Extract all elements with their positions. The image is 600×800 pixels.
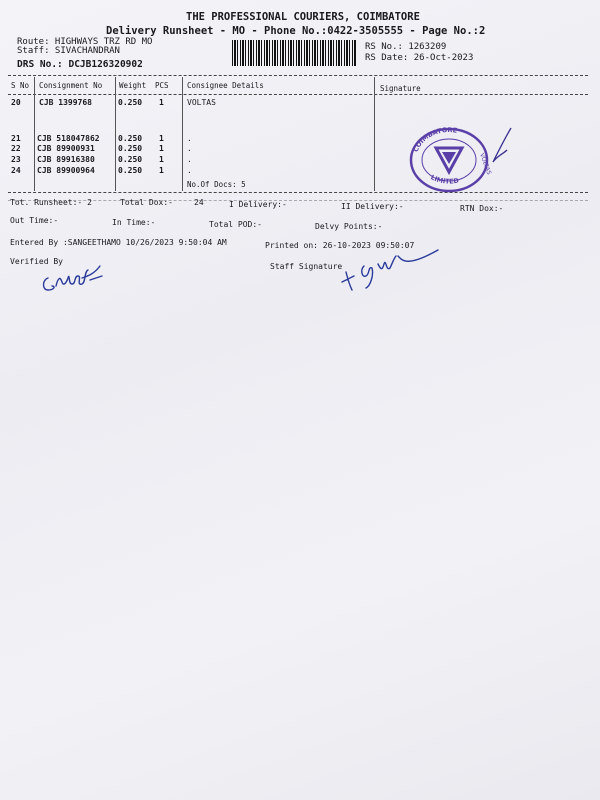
table-header-rule	[8, 94, 588, 95]
staff-signature-label: Staff Signature	[270, 262, 343, 271]
table-row-weight: 0.250	[118, 166, 143, 175]
table-row-sno: 21	[11, 134, 21, 143]
staff-signature	[338, 246, 448, 292]
table-row-consignment: CJB 89900964	[37, 166, 95, 175]
printed-on: Printed on: 26-10-2023 09:50:07	[265, 241, 415, 250]
company-stamp	[404, 124, 494, 194]
table-row-consignee: .	[187, 144, 192, 153]
rtn-dox: RTN Dox:-	[460, 204, 504, 213]
table-row-sno: 23	[11, 155, 21, 164]
stamp-text-side: VOLTAS	[478, 152, 493, 176]
in-time: In Time:-	[112, 218, 156, 227]
stamp-logo-icon	[436, 148, 462, 172]
col-header-signature: Signature	[380, 84, 421, 93]
runsheet-subtitle: Delivery Runsheet - MO - Phone No.:0422-3505555 - Page No.:2	[106, 25, 486, 37]
ii-delivery: II Delivery:-	[341, 202, 404, 211]
total-dox-value: 24	[194, 198, 204, 207]
table-row-weight: 0.250	[118, 144, 143, 153]
col-divider	[374, 77, 375, 191]
col-divider	[182, 77, 183, 191]
staff-label: Staff: SIVACHANDRAN	[17, 46, 120, 56]
summary-rule	[8, 200, 588, 201]
table-row-consignment: CJB 89900931	[37, 144, 95, 153]
table-row-consignee: .	[187, 155, 192, 164]
delvy-points: Delvy Points:-	[315, 222, 383, 231]
table-row-weight: 0.250	[118, 155, 143, 164]
table-bottom-rule	[8, 192, 588, 193]
total-pod: Total POD:-	[209, 220, 262, 229]
table-row-consignment: CJB 1399768	[39, 98, 92, 107]
col-header-weight: Weight	[119, 81, 147, 90]
table-row-pcs: 1	[159, 155, 164, 164]
rs-number: RS No.: 1263209	[365, 42, 447, 52]
route-label: Route: HIGHWAYS TRZ RD MO	[17, 37, 153, 47]
entered-by: Entered By :SANGEETHAMO 10/26/2023 9:50:04 AM	[10, 238, 227, 247]
company-title: THE PROFESSIONAL COURIERS, COIMBATORE	[186, 11, 420, 23]
no-of-docs: No.Of Docs: 5	[187, 180, 246, 189]
table-row-consignment: CJB 89916380	[37, 155, 95, 164]
verified-by-label: Verified By	[10, 257, 63, 266]
table-row-pcs: 1	[159, 134, 164, 143]
table-row-sno: 24	[11, 166, 21, 175]
col-header-consignee: Consignee Details	[187, 81, 264, 90]
stamp-text-bottom: LIMITED	[429, 173, 460, 186]
col-header-sno: S No	[11, 81, 30, 90]
drs-number: DRS No.: DCJB126320902	[17, 59, 143, 70]
stamp-text-top: COIMBATORE	[411, 125, 458, 154]
table-row-consignment: CJB 518047862	[37, 134, 100, 143]
tot-runsheet: Tot. Runsheet:- 2	[10, 198, 92, 207]
table-row-consignee: .	[187, 134, 192, 143]
out-time: Out Time:-	[10, 216, 59, 225]
rs-date: RS Date: 26-Oct-2023	[365, 53, 474, 63]
table-row-consignee: .	[187, 166, 192, 175]
col-header-pcs: PCS	[155, 81, 169, 90]
table-row-consignee: VOLTAS	[187, 98, 216, 107]
total-dox-label: Total Dox:-	[120, 198, 173, 207]
table-row-pcs: 1	[159, 166, 164, 175]
table-row-pcs: 1	[159, 98, 164, 107]
table-row-weight: 0.250	[118, 98, 143, 107]
col-header-consignment: Consignment No	[39, 81, 103, 90]
stamp-signature-stroke	[485, 126, 515, 176]
table-row-pcs: 1	[159, 144, 164, 153]
table-top-rule	[8, 75, 588, 76]
verified-signature	[38, 256, 108, 298]
i-delivery: I Delivery:-	[229, 200, 287, 209]
table-row-sno: 22	[11, 144, 21, 153]
barcode	[232, 40, 356, 66]
col-divider	[34, 77, 35, 191]
table-row-weight: 0.250	[118, 134, 143, 143]
table-row-sno: 20	[11, 98, 21, 107]
col-divider	[115, 77, 116, 191]
